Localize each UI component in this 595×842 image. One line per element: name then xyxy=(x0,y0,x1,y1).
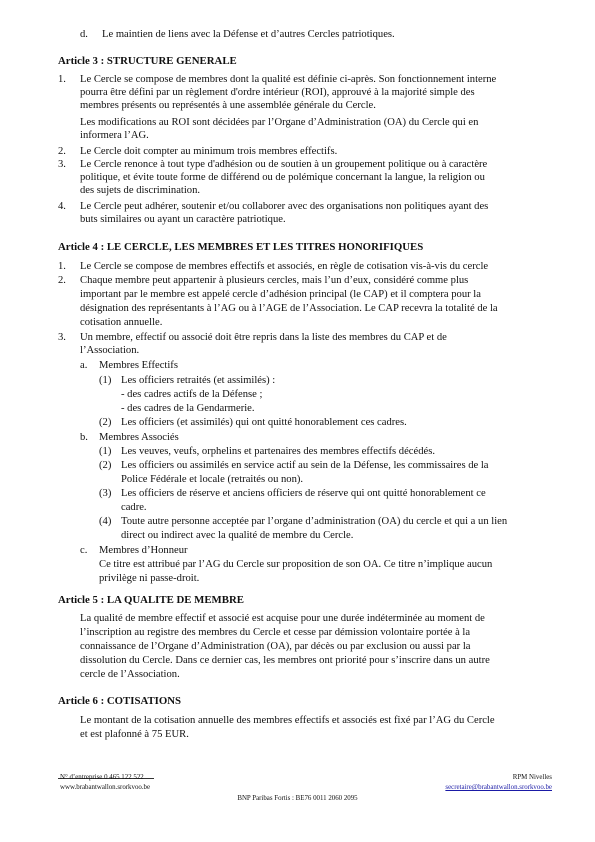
article-5-line: l’inscription au registre des membres du Cercle et cesse par démission volontaire portée à la xyxy=(80,627,471,638)
list-letter-d: d. xyxy=(80,29,88,40)
article-4-item-2-line: important par le membre est appelé cercle d’adhésion principal (le CAP) et il comptera pour la xyxy=(80,289,481,300)
sub-letter-c: c. xyxy=(80,545,88,556)
article-4-item-3-line: l’Association. xyxy=(80,345,140,356)
sub-letter-a: a. xyxy=(80,360,88,371)
membres-effectifs-line: - des cadres actifs de la Défense ; xyxy=(121,389,263,400)
article-5-line: cercle de l’Association. xyxy=(80,669,180,680)
list-number: 2. xyxy=(58,275,66,286)
article-3-item-1-line: membres présents ou représentés à une assemblée générale du Cercle. xyxy=(80,100,376,111)
point-number: (2) xyxy=(99,460,112,471)
article-3-item-1-line: Les modifications au ROI sont décidées par l’Organe d’Administration (OA) du Cercle qui en xyxy=(80,117,479,128)
list-number: 1. xyxy=(58,261,66,272)
article-4-item-3-line: Un membre, effectif ou associé doit être repris dans la liste des membres du CAP et de xyxy=(80,332,447,343)
point-number: (1) xyxy=(99,446,112,457)
article-3-item-1-line: pourra être défini par un règlement d'ordre intérieur (ROI), approuvé à la majorité simple des xyxy=(80,87,475,98)
article-3-heading: Article 3 : STRUCTURE GENERALE xyxy=(58,55,237,67)
list-number: 3. xyxy=(58,332,66,343)
membres-effectifs-line: Les officiers (et assimilés) qui ont quitté honorablement ces cadres. xyxy=(121,417,407,428)
article-3-item-1-line: Le Cercle se compose de membres dont la qualité est définie ci-après. Son fonctionnement interne xyxy=(80,74,497,85)
membres-associes-line: Toute autre personne acceptée par l’organe d’administration (OA) du cercle et qui a un lien xyxy=(121,516,508,527)
footer-bank-account: BNP Paribas Fortis : BE76 0011 2060 2095 xyxy=(237,795,358,802)
membres-associes-title: Membres Associés xyxy=(99,432,179,443)
membres-effectifs-title: Membres Effectifs xyxy=(99,360,178,371)
membres-associes-line: cadre. xyxy=(121,502,147,513)
sub-letter-b: b. xyxy=(80,432,88,443)
article-5-heading xyxy=(58,594,244,606)
footer-company-number: N° d’entreprise 0 465 122 522 xyxy=(60,774,144,781)
membres-honneur-line: Ce titre est attribué par l’AG du Cercle sur proposition de son OA. Ce titre n’implique aucun xyxy=(99,559,493,570)
article-4-heading: Article 4 : LE CERCLE, LES MEMBRES ET LES TITRES HONORIFIQUES xyxy=(58,241,424,253)
list-number: 2. xyxy=(58,146,66,157)
membres-associes-line: Police Fédérale et locale (retraités ou non). xyxy=(121,474,304,485)
article-6-heading: Article 6 : COTISATIONS xyxy=(58,695,182,707)
membres-associes-line: Les veuves, veufs, orphelins et partenaires des membres effectifs décédés. xyxy=(121,446,435,457)
point-number: (1) xyxy=(99,375,112,386)
article-6-line: et est plafonné à 75 EUR. xyxy=(80,729,189,740)
article-3-item-3-line: Le Cercle renonce à tout type d'adhésion ou de soutien à un groupement politique ou à caractère xyxy=(80,159,488,170)
article-5-line: dissolution du Cercle. Dans ce dernier cas, les membres ont priorité pour s’inscrire dans un autre xyxy=(80,655,490,666)
article-5-line: La qualité de membre effectif et associé est acquise pour une durée indéterminée au moment de xyxy=(80,613,485,624)
point-number: (2) xyxy=(99,417,112,428)
article-6-line: Le montant de la cotisation annuelle des membres effectifs et associés est fixé par l’AG du Cercle xyxy=(80,715,495,726)
article-3-item-2-line: Le Cercle doit compter au minimum trois membres effectifs. xyxy=(80,146,338,157)
list-number: 1. xyxy=(58,74,66,85)
footer-rpm: RPM Nivelles xyxy=(512,774,552,781)
article-4-item-2-line: cotisation annuelle. xyxy=(80,317,163,328)
membres-effectifs-line: Les officiers retraités (et assimilés) : xyxy=(121,375,276,386)
article-4-item-2-line: désignation des représentants à l’AG ou à l’AGE de l’Association. Le CAP recevra la totalité de la xyxy=(80,303,498,314)
membres-associes-line: Les officiers ou assimilés en service actif au sein de la Défense, les commissaires de la xyxy=(121,460,489,471)
membres-effectifs-line: - des cadres de la Gendarmerie. xyxy=(121,403,255,414)
article-4-item-2-line: Chaque membre peut appartenir à plusieurs cercles, mais l’un d’eux, considéré comme plus xyxy=(80,275,469,286)
list-number: 3. xyxy=(58,159,66,170)
point-number: (3) xyxy=(99,488,112,499)
list-item-text: Le maintien de liens avec la Défense et d’autres Cercles patriotiques. xyxy=(102,29,395,40)
article-3-item-3-line: politique, et évite toute forme de différend ou de polémique concernant la langue, la religion ou xyxy=(80,172,485,183)
membres-honneur-line: privilège ni passe-droit. xyxy=(99,573,200,584)
article-3-item-1-line: informera l’AG. xyxy=(80,130,149,141)
article-3-item-4-line: buts similaires ou ayant un caractère patriotique. xyxy=(80,214,286,225)
list-number: 4. xyxy=(58,201,66,212)
point-number: (4) xyxy=(99,516,112,527)
article-5-heading-label: Article 5 xyxy=(58,594,98,606)
footer-website[interactable]: www.brabantwallon.srorkvoo.be xyxy=(60,784,151,791)
membres-associes-line: Les officiers de réserve et anciens officiers de réserve qui ont quitté honorablement ce xyxy=(121,488,486,499)
membres-honneur-title: Membres d’Honneur xyxy=(99,545,188,556)
footer-email-link[interactable]: secretaire@brabantwallon.srorkvoo.be xyxy=(445,784,552,791)
article-4-item-1-line: Le Cercle se compose de membres effectifs et associés, en règle de cotisation vis-à-vis du cercle xyxy=(80,261,489,272)
article-5-heading-title: : LA QUALITE DE MEMBRE xyxy=(97,594,244,606)
article-3-item-3-line: des sujets de discrimination. xyxy=(80,185,201,196)
article-5-line: connaissance de l’Organe d’Administration (OA), par décès ou par exclusion ou aussi par la xyxy=(80,641,471,652)
article-3-item-4-line: Le Cercle peut adhérer, soutenir et/ou collaborer avec des organisations non politiques ayant des xyxy=(80,201,489,212)
membres-associes-line: direct ou indirect avec la qualité de membre du Cercle. xyxy=(121,530,354,541)
